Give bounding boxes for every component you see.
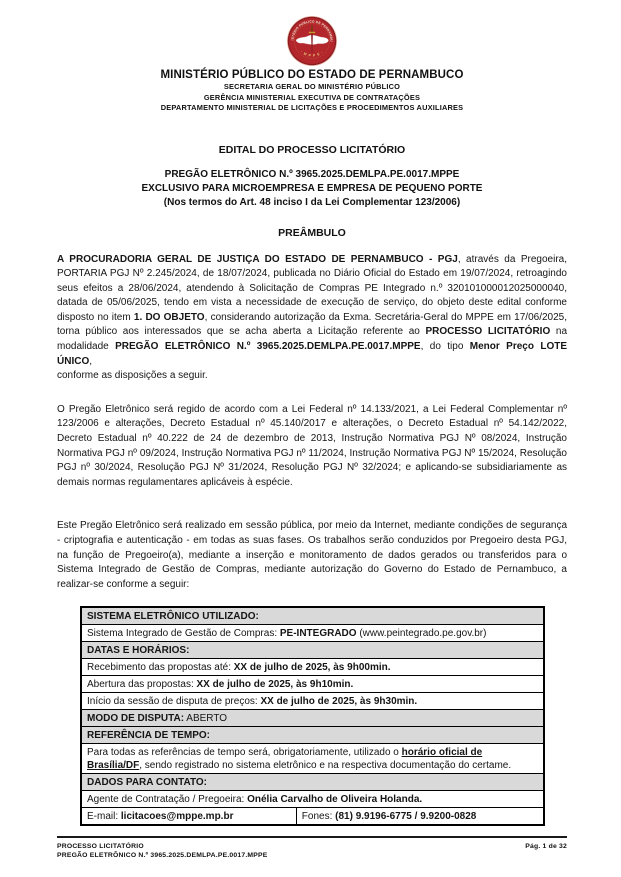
preamble-paragraph-3: Este Pregão Eletrônico será realizado em sessão pública, por meio da Internet, mediante condições de segurança - criptografia e autenticação - em todas as suas fases. Os trabalhos serão conduzidos por Pregoeiro desta PGJ, na função de Pregoeiro(a), mediante a inserção e monitoramento de dados gerados ou transferidos para o Sistema Integrado de Gestão de Compras, mediante autorização do Governo do Estado de Pernambuco, a realizar-se conforme a seguir: [57, 520, 567, 590]
table-row-recebimento [81, 659, 544, 676]
table-row-email-fones [81, 808, 544, 826]
table-row-pregoeira [81, 791, 544, 808]
footer-left [57, 842, 268, 860]
table-cell: SISTEMA ELETRÔNICO UTILIZADO: [81, 607, 544, 625]
sword-handle [311, 26, 313, 33]
table-cell: MODO DE DISPUTA: ABERTO [81, 710, 544, 727]
document-title: EDITAL DO PROCESSO LICITATÓRIO [218, 143, 406, 156]
summary-table [80, 606, 545, 826]
table-row-referencia [81, 744, 544, 774]
table-cell: Agente de Contratação / Pregoeira: Onélia Carvalho de Oliveira Holanda. [81, 791, 544, 808]
table-cell: REFERÊNCIA DE TEMPO: [81, 727, 544, 744]
table-cell: Abertura das propostas: XX de julho de 2025, às 9h10min. [81, 676, 544, 693]
exclusivity-title: EXCLUSIVO PARA MICROEMPRESA E EMPRESA DE PEQUENO PORTE [141, 182, 483, 194]
org-subline-gerencia: GERÊNCIA MINISTERIAL EXECUTIVA DE CONTRATAÇÕES [203, 92, 421, 102]
law-reference-title: (Nos termos do Art. 48 inciso I da Lei Complementar 123/2006) [163, 196, 461, 208]
mppe-seal-icon [286, 15, 338, 67]
org-subline-departamento: DEPARTAMENTO MINISTERIAL DE LICITAÇÕES E PROCEDIMENTOS AUXILIARES [160, 103, 464, 112]
table-row-contato-header [81, 774, 544, 791]
page-number: Pág. 1 de 32 [525, 843, 567, 850]
seal-bottom-text: · M P P E · [299, 49, 325, 58]
preamble-paragraph-1: A PROCURADORIA GERAL DE JUSTIÇA DO ESTADO DE PERNAMBUCO - PGJ, através da Pregoeira, PORTARIA PGJ Nº 2.245/2024, de 18/07/2024, publicada no Diário Oficial do Estado em 19/07/2024, retroagindo seus efeitos a 28/06/2024, atendendo à Solicitação de Compras PE Integrado n.º 320101000012025000040, datada de 05/06/2025, tendo em vista a necessidade de execução de serviço, do objeto deste edital conforme disposto no item 1. DO OBJETO, considerando autorização da Exma. Secretária-Geral do MPPE em 17/06/2025, torna público aos interessados que se acha aberta a Licitação referente ao PROCESSO LICITATÓRIO na modalidade PREGÃO ELETRÔNICO N.º 3965.2025.DEMLPA.PE.0017.MPPE, do tipo Menor Preço LOTE ÚNICO, conforme as disposições a seguir. [57, 253, 568, 382]
table-row-abertura [81, 676, 544, 693]
table-cell: Recebimento das propostas até: XX de julho de 2025, às 9h00min. [81, 659, 544, 676]
table-cell: DADOS PARA CONTATO: [81, 774, 544, 791]
preamble-paragraph-2: O Pregão Eletrônico será regido de acordo com a Lei Federal nº 14.133/2021, a Lei Federal Complementar nº 123/2006 e alterações, Decreto Estadual nº 45.140/2017 e alterações, o Decreto Estadual nº 54.142/2022, Decreto Estadual nº 40.222 de 24 de dezembro de 2013, Instrução Normativa PGJ Nº 08/2024, Instrução Normativa PGJ nº 09/2024, Instrução Normativa PGJ nº 11/2024, Instrução Normativa PGJ Nº 15/2024, Resolução PGJ nº 30/2024, Resolução PGJ Nº 31/2024, Resolução PGJ Nº 32/2024; e aplicando-se subsidiariamente as demais normas regulamentares aplicáveis à espécie. [57, 403, 567, 488]
table-row-modo-disputa [81, 710, 544, 727]
table-row-sistema-header [81, 607, 544, 625]
footer-process-label: PROCESSO LICITATÓRIO [57, 843, 144, 850]
section-heading-preambulo: PREÂMBULO [278, 226, 346, 239]
pregao-number-title: PREGÃO ELETRÔNICO N.º 3965.2025.DEMLPA.PE.0017.MPPE [164, 168, 460, 180]
table-row-datas-header [81, 642, 544, 659]
table-cell: Para todas as referências de tempo será, obrigatoriamente, utilizado o horário oficial de Brasília/DF, sendo registrado no sistema eletrônico e na respectiva documentação do certame. [81, 744, 544, 774]
table-cell: Sistema Integrado de Gestão de Compras: PE-INTEGRADO (www.peintegrado.pe.gov.br) [81, 625, 544, 642]
table-row-inicio-disputa [81, 693, 544, 710]
email-cell: E-mail: licitacoes@mppe.mp.br [81, 808, 296, 826]
footer-pregao-number: PREGÃO ELETRÔNICO N.º 3965.2025.DEMLPA.PE.0017.MPPE [57, 852, 268, 859]
table-cell: Início da sessão de disputa de preços: XX de julho de 2025, às 9h30min. [81, 693, 544, 710]
table-cell: DATAS E HORÁRIOS: [81, 642, 544, 659]
phones-cell: Fones: (81) 9.9196-6775 / 9.9200-0828 [296, 808, 544, 826]
org-name: MINISTÉRIO PÚBLICO DO ESTADO DE PERNAMBUCO [160, 69, 464, 81]
table-row-sistema [81, 625, 544, 642]
page-footer [57, 836, 567, 860]
document-letterhead [57, 15, 567, 67]
org-subline-secretaria: SECRETARIA GERAL DO MINISTÉRIO PÚBLICO [223, 82, 401, 91]
seal-ring-text: ISTÉRIO PÚBLICO DE PERNAMBU [290, 19, 334, 42]
table-row-referencia-header [81, 727, 544, 744]
